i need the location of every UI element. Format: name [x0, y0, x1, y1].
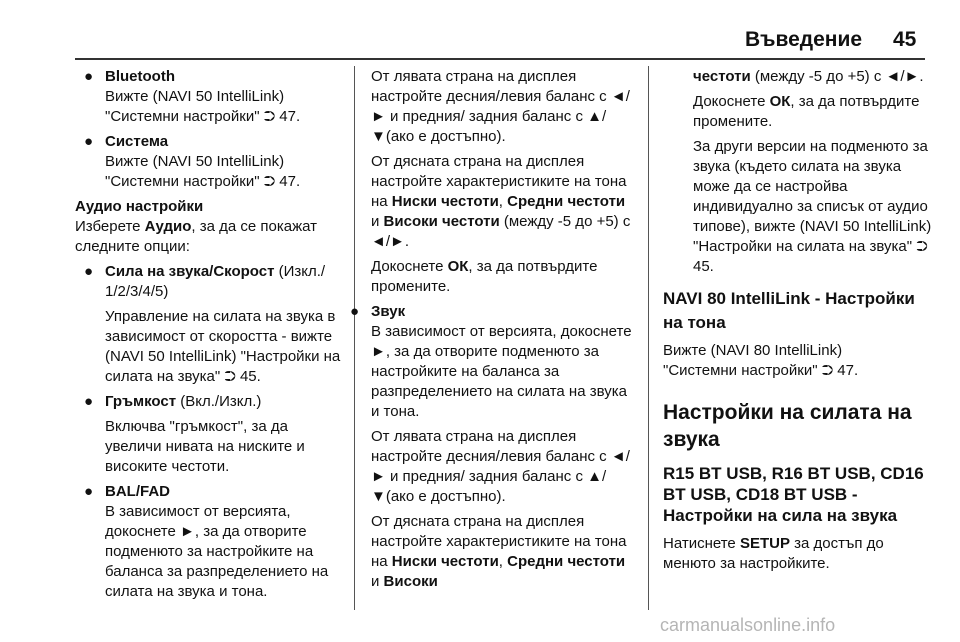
list-item-bluetooth [75, 67, 347, 127]
bullet-icon: ● [350, 303, 360, 320]
high-freq-continued: честоти (между -5 до +5) с ◄/►. [693, 68, 924, 85]
page-number: 45 [893, 28, 917, 51]
sound-desc-2: От лявата страна на дисплея настройте десния/левия баланс с ◄/► и предния/ задния баланс с ▲/▼(ако е достъпно). [371, 428, 630, 505]
radio-volume-heading: R15 BT USB, R16 BT USB, CD16 BT USB, CD18 BT USB - Настройки на сила на звука [663, 464, 924, 525]
watermark: carmanualsonline.info [660, 615, 836, 635]
term-sound: Звук [371, 303, 406, 320]
balance-left-text: От лявата страна на дисплея настройте десния/левия баланс с ◄/► и предния/ задния баланс с ▲/▼(ако е достъпно). [371, 68, 630, 145]
tone-right-text: От дясната страна на дисплея настройте характеристиките на тона на Ниски честоти, Средни честоти и Високи честоти (между -5 до +5) с ◄/►. [371, 153, 631, 250]
term-system: Система [105, 133, 169, 150]
bullet-icon: ● [84, 483, 94, 500]
navi80-tone-heading: NAVI 80 IntelliLink - Настройки на тона [663, 289, 915, 332]
column-3 [663, 67, 933, 579]
term-loudness: Гръмкост [105, 393, 177, 410]
list-item-system [75, 132, 347, 192]
bluetooth-desc: Вижте (NAVI 50 IntelliLink) "Системни настройки" ⮊ 47. [105, 88, 301, 125]
navi80-tone-desc: Вижте (NAVI 80 IntelliLink) "Системни настройки" ⮊ 47. [663, 342, 859, 379]
confirm-text-2: Докоснете ОК, за да потвърдите промените. [693, 93, 920, 130]
header-title: Въведение [745, 28, 863, 51]
loudness-desc: Включва "гръмкост", за да увеличи нивата на ниските и високите честоти. [105, 418, 305, 475]
term-bluetooth: Bluetooth [105, 68, 175, 85]
confirm-text: Докоснете ОК, за да потвърдите промените. [371, 258, 598, 295]
term-speed-volume: Сила на звука/Скорост [105, 263, 275, 280]
column-2 [350, 67, 636, 597]
audio-settings-heading: Аудио настройки [75, 198, 204, 215]
volume-settings-heading: Настройки на силата на звука [663, 401, 912, 451]
speed-volume-desc: Управление на силата на звука в зависимост от скоростта - вижте (NAVI 50 IntelliLink) "Настройки на силата на звука" ⮊ 45. [105, 308, 341, 385]
list-item-loudness: ● Гръмкост (Вкл./Изкл.) Включва "гръмкост", за да увеличи нивата на ниските и високите честоти. [75, 392, 347, 477]
sound-desc-3: От дясната страна на дисплея настройте характеристиките на тона на Ниски честоти, Средни честоти и Високи [371, 513, 627, 590]
sound-desc-1: В зависимост от версията, докоснете ►, за да отворите подменюто за настройките на баланса за разпределението на силата на звука и тона. [371, 323, 632, 420]
settings-list-2 [75, 262, 347, 602]
list-item-bal-fad [75, 482, 347, 602]
audio-intro: Изберете Аудио, за да се покажат следните опции: [75, 218, 317, 255]
setup-instruction: Натиснете SETUP за достъп до менюто за настройките. [663, 535, 884, 572]
other-versions-text: За други версии на подменюто за звука (където силата на звука може да се настройва индивидуално за списък от аудио типове), вижте (NAVI 50 IntelliLink) "Настройки на силата на звука" ⮊ 45. [693, 138, 932, 275]
bullet-icon: ● [84, 68, 94, 85]
header-rule [75, 58, 925, 60]
system-desc: Вижте (NAVI 50 IntelliLink) "Системни настройки" ⮊ 47. [105, 153, 301, 190]
term-bal-fad: BAL/FAD [105, 483, 170, 500]
bullet-icon: ● [84, 263, 94, 280]
bullet-icon: ● [84, 133, 94, 150]
column-divider-2 [648, 66, 649, 610]
bal-fad-desc: В зависимост от версията, докоснете ►, за да отворите подменюто за настройките на баланса за разпределението на силата на звука и тона. [105, 503, 329, 600]
settings-list-3 [341, 302, 636, 592]
list-item-sound [341, 302, 636, 592]
column-1 [75, 67, 347, 607]
list-item-speed-volume: ● Сила на звука/Скорост (Изкл./ 1/2/3/4/5) Управление на силата на звука в зависимост от скоростта - вижте (NAVI 50 IntelliLink) "Настройки на силата на звука" ⮊ 45. [75, 262, 347, 387]
settings-list-1 [75, 67, 347, 192]
bullet-icon: ● [84, 393, 94, 410]
